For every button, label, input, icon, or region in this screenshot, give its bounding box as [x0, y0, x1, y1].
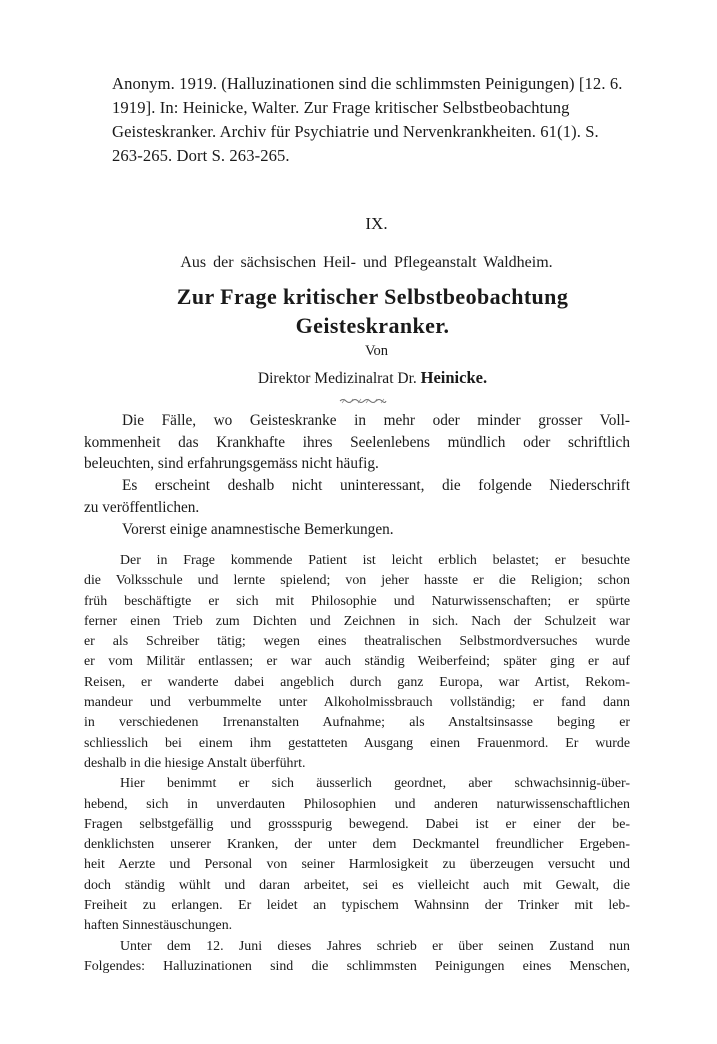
- body-line: in verschiedenen Irrenanstalten Aufnahme; als Anstaltsinsasse beging er: [84, 715, 630, 731]
- body-line: haften Sinnestäuschungen.: [84, 918, 233, 934]
- body-line: hebend, sich in unverdauten Philosophien und anderen naturwissenschaftlichen: [84, 796, 630, 812]
- body-line: Die Fälle, wo Geisteskranke in mehr oder minder grosser Voll-: [122, 412, 630, 429]
- article-title-line-2: Geisteskranker.: [295, 313, 450, 338]
- body-line: Folgendes: Halluzinationen sind die schlimmsten Peinigungen eines Menschen,: [84, 958, 630, 974]
- body-line: kommenheit das Krankhafte ihres Seelenlebens mündlich oder schriftlich: [84, 433, 630, 451]
- byline-von: Von: [364, 343, 389, 359]
- body-line: er als Schreiber tätig; wegen eines theatralischen Selbstmordversuches wurde: [84, 634, 630, 650]
- body-text-small: [84, 551, 630, 977]
- body-line: Fragen selbstgefällig und grossspurig bewegend. Dabei ist er einer der be-: [84, 816, 630, 832]
- body-line: Hier benimmt er sich äusserlich geordnet, aber schwachsinnig-über-: [120, 776, 630, 792]
- citation-block: [112, 72, 697, 168]
- body-line: Reisen, er wanderte dabei angeblich durch ganz Europa, war Artist, Rekom-: [84, 674, 630, 690]
- body-line: doch ständig wühlt und daran arbeitet, sei es vielleicht auch mit Gewalt, die: [84, 877, 630, 893]
- body-line: Der in Frage kommende Patient ist leicht erblich belastet; er besuchte: [120, 553, 630, 568]
- article-title-line-1: Zur Frage kritischer Selbstbeobachtung: [176, 284, 569, 309]
- ornament-divider: [339, 397, 387, 405]
- body-line: er vom Militär entlassen; er war auch ständig Weiberfeind; später ging er auf: [84, 654, 630, 670]
- body-line: heit Aerzte und Personal von seiner Harmlosigkeit zu überzeugen versucht und: [84, 857, 630, 873]
- citation-line: 1919]. In: Heinicke, Walter. Zur Frage kritischer Selbstbeobachtung: [112, 98, 570, 117]
- body-line: Freiheit zu erlangen. Er leidet an typischem Wahnsinn der Trinker mit leb-: [84, 898, 630, 914]
- institution-line: Aus der sächsischen Heil- und Pflegeanstalt Waldheim.: [180, 254, 553, 271]
- chapter-number: IX.: [365, 214, 388, 233]
- article-title: [0, 282, 717, 340]
- author-line: [0, 368, 717, 389]
- body-line: Vorerst einige anamnestische Bemerkungen.: [122, 520, 394, 538]
- body-line: denklichsten unserer Kranken, der unter dem Deckmantel freundlicher Ergeben-: [84, 837, 630, 853]
- body-line: mandeur und verbummelte unter Alkoholmissbrauch vollständig; er fand dann: [84, 695, 630, 711]
- citation-line: Anonym. 1919. (Halluzinationen sind die schlimmsten Peinigungen) [12. 6.: [112, 74, 623, 93]
- citation-line: 263-265. Dort S. 263-265.: [112, 146, 290, 165]
- body-text-large: [84, 410, 630, 540]
- body-line: schliesslich bei einem ihm gestatteten Ausgang einen Frauenmord. Er wurde: [84, 735, 630, 751]
- author-prefix: Direktor Medizinalrat Dr.: [257, 370, 421, 387]
- body-line: zu veröffentlichen.: [84, 498, 200, 516]
- body-line: früh beschäftigte er sich mit Philosophie und Naturwissenschaften; er spürte: [84, 593, 630, 609]
- body-line: ferner einen Trieb zum Dichten und Zeichnen in sich. Nach der Schulzeit war: [84, 613, 630, 629]
- body-line: beleuchten, sind erfahrungsgemäss nicht häufig.: [84, 455, 379, 473]
- body-line: deshalb in die hiesige Anstalt überführt.: [84, 755, 306, 771]
- citation-line: Geisteskranker. Archiv für Psychiatrie und Nervenkrankheiten. 61(1). S.: [112, 122, 599, 141]
- body-line: die Volksschule und lernte spielend; von jeher hasste er die Religion; schon: [84, 573, 630, 589]
- author-name: Heinicke.: [420, 368, 488, 387]
- body-line: Unter dem 12. Juni dieses Jahres schrieb er über seinen Zustand nun: [120, 938, 630, 954]
- body-line: Es erscheint deshalb nicht uninteressant, die folgende Niederschrift: [122, 477, 630, 495]
